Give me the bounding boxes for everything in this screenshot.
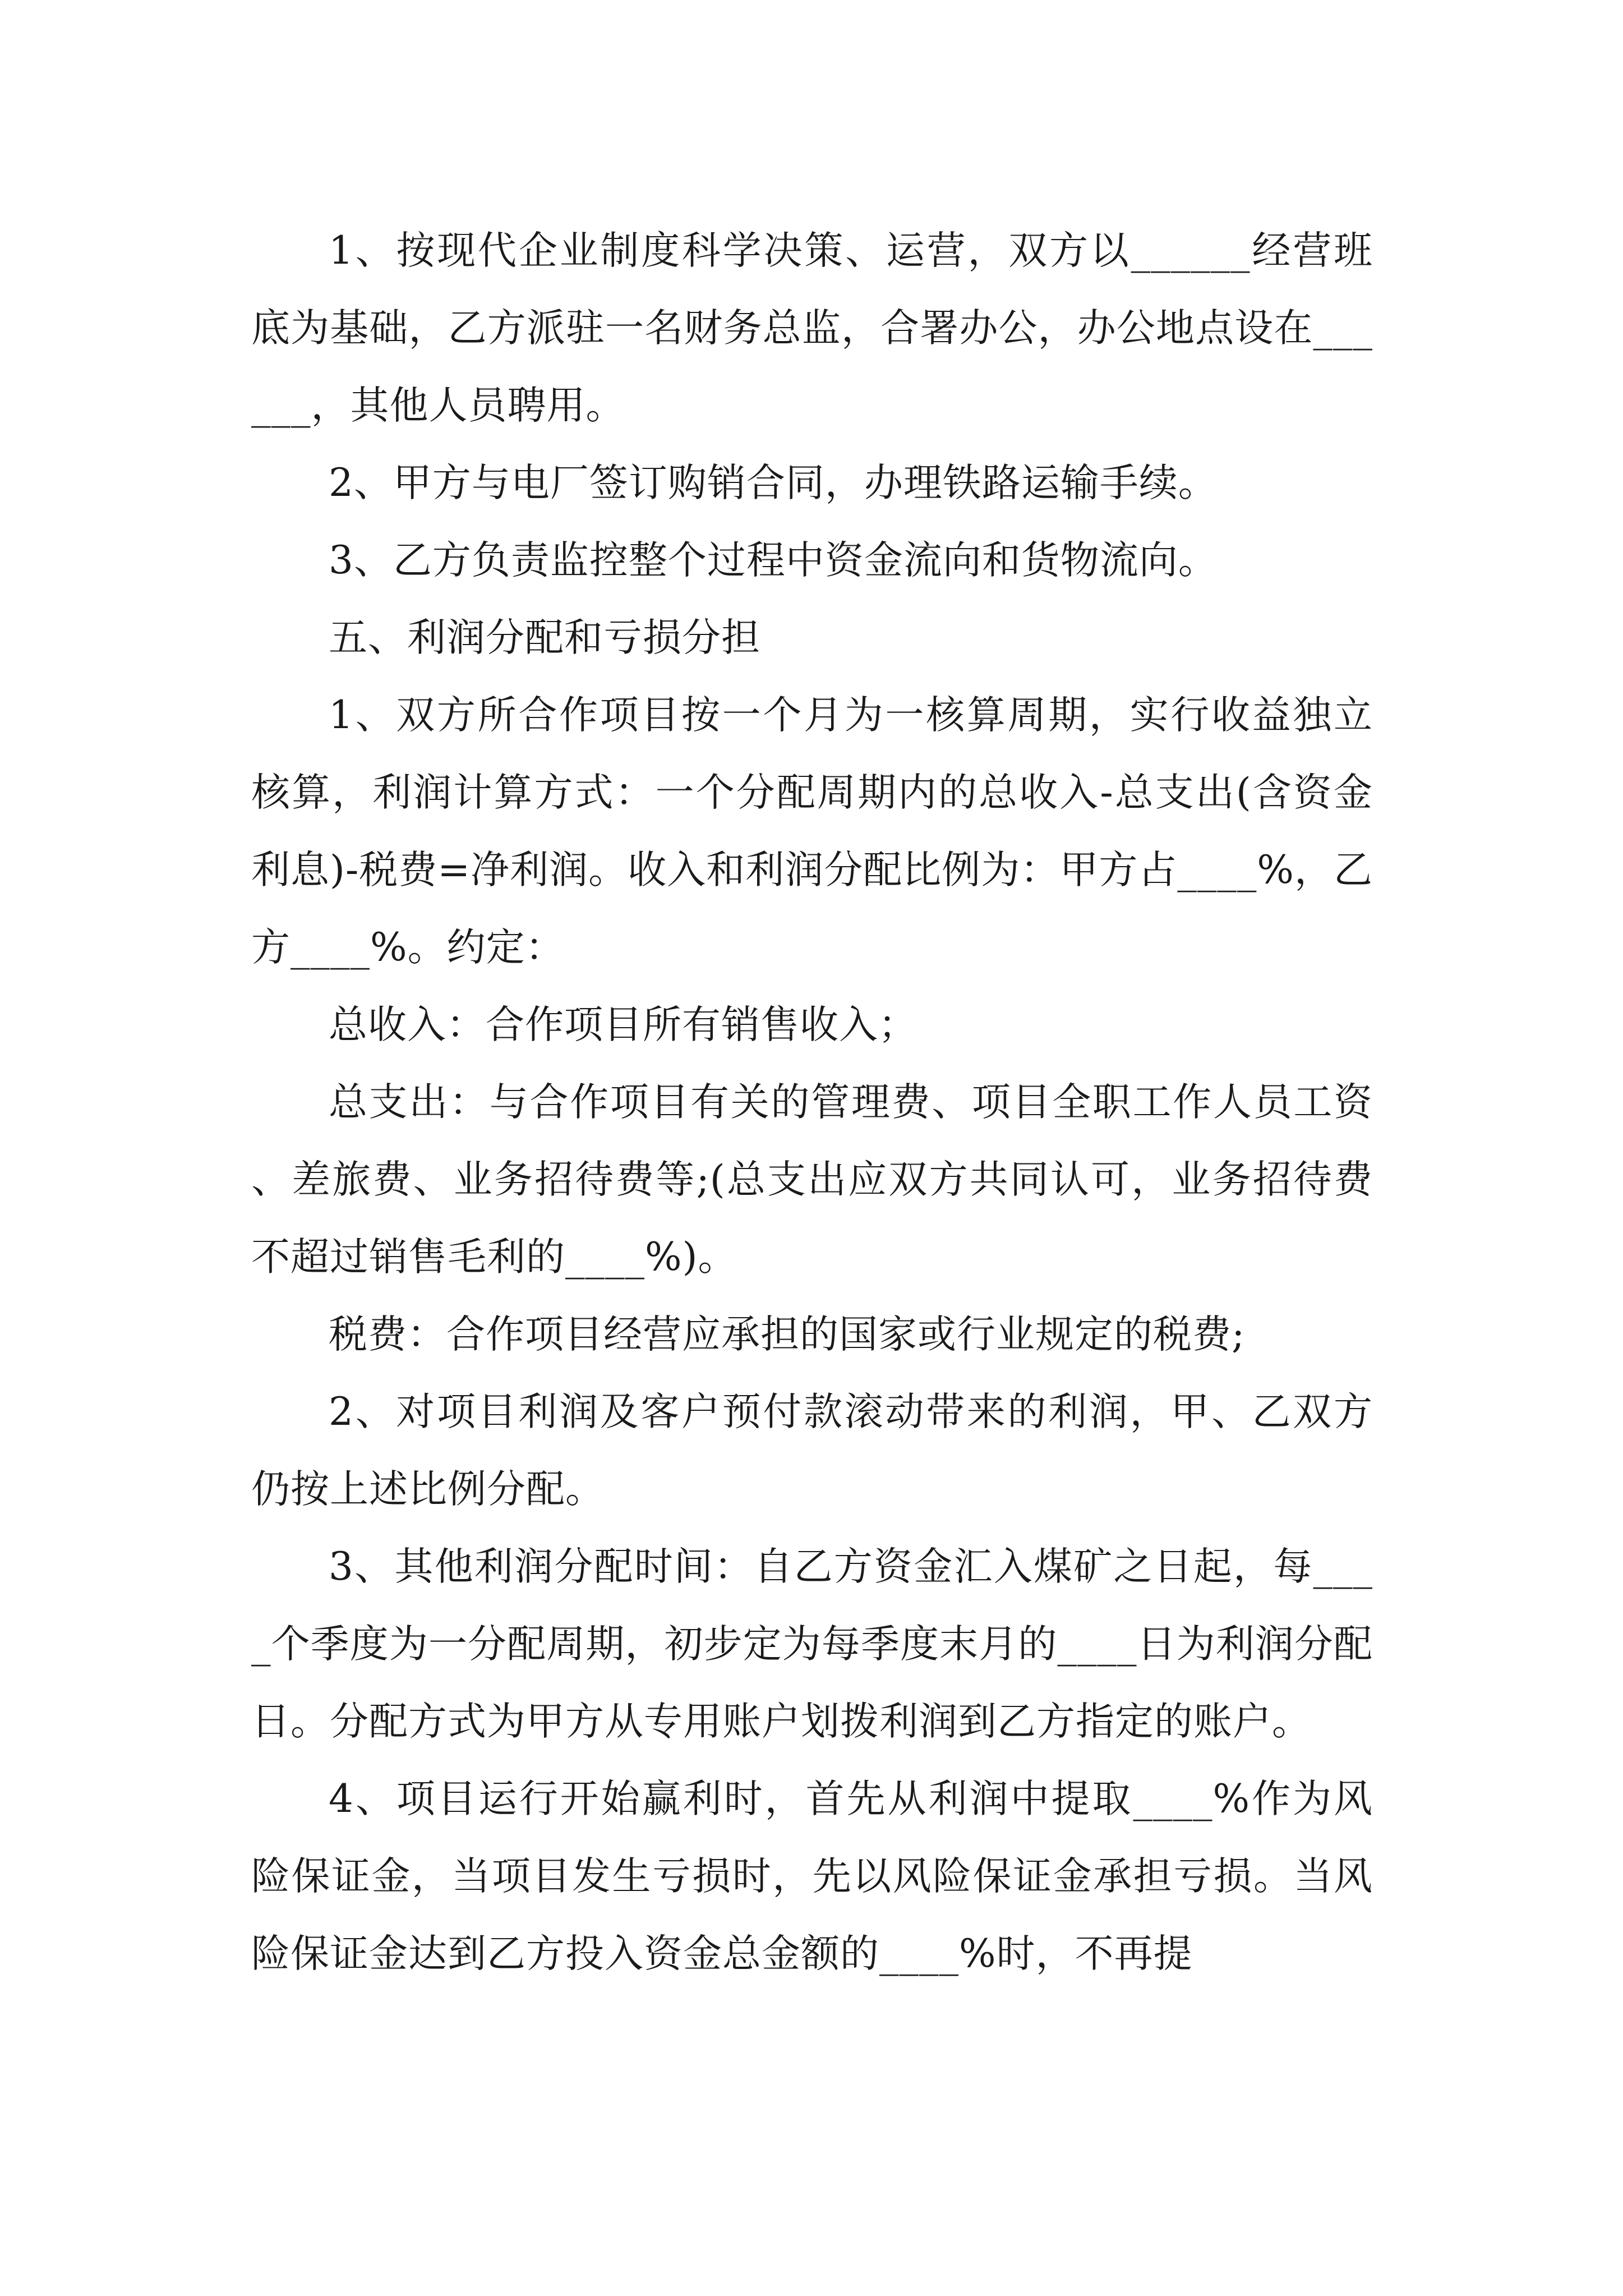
document-body (251, 212, 1373, 1993)
paragraph-management-clause-2: 2、甲方与电厂签订购销合同，办理铁路运输手续。 (329, 461, 1218, 505)
paragraph-profit-clause-1: 1、双方所合作项目按一个月为一核算周期，实行收益独立核算，利润计算方式：一个分配周期内的总收入-总支出(含资金利息)-税费=净利润。收入和利润分配比例为：甲方占____%，乙方____%。约定： (251, 693, 1373, 970)
paragraph-total-expenses: 总支出：与合作项目有关的管理费、项目全职工作人员工资、差旅费、业务招待费等;(总支出应双方共同认可，业务招待费不超过销售毛利的____%)。 (251, 1080, 1373, 1280)
paragraph-profit-clause-4: 4、项目运行开始赢利时，首先从利润中提取____%作为风险保证金，当项目发生亏损时，先以风险保证金承担亏损。当风险保证金达到乙方投入资金总金额的____%时，不再提 (251, 1777, 1373, 1976)
paragraph-taxes: 税费：合作项目经营应承担的国家或行业规定的税费; (329, 1312, 1246, 1357)
section-heading-profit-distribution: 五、利润分配和亏损分担 (329, 615, 760, 660)
paragraph-total-income: 总收入：合作项目所有销售收入； (329, 1002, 917, 1047)
paragraph-management-clause-1: 1、按现代企业制度科学决策、运营，双方以______经营班底为基础，乙方派驻一名财务总监，合署办公，办公地点设在______，其他人员聘用。 (251, 228, 1373, 428)
paragraph-management-clause-3: 3、乙方负责监控整个过程中资金流向和货物流向。 (329, 538, 1218, 583)
paragraph-profit-clause-2: 2、对项目利润及客户预付款滚动带来的利润，甲、乙双方仍按上述比例分配。 (251, 1389, 1373, 1512)
paragraph-profit-clause-3: 3、其他利润分配时间：自乙方资金汇入煤矿之日起，每____个季度为一分配周期，初步定为每季度末月的____日为利润分配日。分配方式为甲方从专用账户划拨利润到乙方指定的账户。 (251, 1544, 1373, 1744)
